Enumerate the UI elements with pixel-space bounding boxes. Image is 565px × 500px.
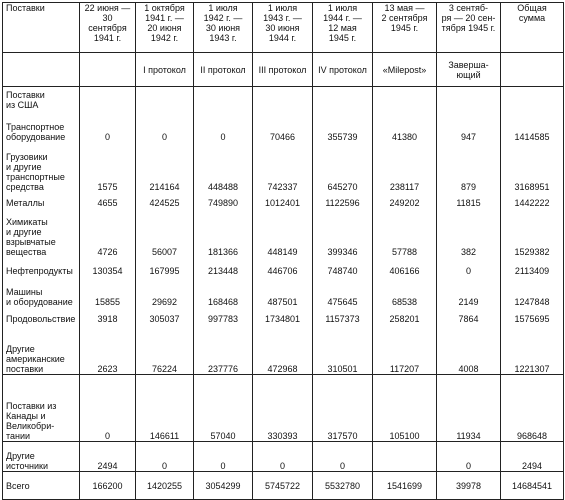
table-row [3, 116, 564, 142]
value-cell: 0 [194, 116, 253, 142]
value-cell: 57040 [194, 375, 253, 442]
value-cell: 0 [313, 442, 373, 472]
protocol-cell-8 [501, 53, 564, 87]
value-cell: 1734801 [253, 307, 313, 324]
value-cell: 475645 [313, 276, 373, 307]
value-cell: 214164 [136, 142, 194, 192]
value-cell: 249202 [373, 192, 437, 208]
value-cell: 424525 [136, 192, 194, 208]
table-row [3, 87, 564, 116]
protocol-cell-3: II протокол [194, 53, 253, 87]
value-cell: 0 [253, 442, 313, 472]
value-cell: 2113409 [501, 257, 564, 276]
value-cell: 968648 [501, 375, 564, 442]
value-cell: 2494 [80, 442, 136, 472]
row-label: Поставки из США [3, 87, 80, 116]
value-cell: 1012401 [253, 192, 313, 208]
table-row [3, 307, 564, 324]
value-cell: 1122596 [313, 192, 373, 208]
value-cell [194, 87, 253, 116]
value-cell: 317570 [313, 375, 373, 442]
value-cell: 0 [437, 257, 501, 276]
value-cell: 1157373 [313, 307, 373, 324]
row-label: Другие американские поставки [3, 324, 80, 375]
value-cell: 448149 [253, 208, 313, 257]
value-cell: 237776 [194, 324, 253, 375]
value-cell: 879 [437, 142, 501, 192]
header-period-6: 13 мая — 2 сентября 1945 г. [373, 3, 437, 53]
value-cell: 310501 [313, 324, 373, 375]
value-cell: 1247848 [501, 276, 564, 307]
value-cell: 130354 [80, 257, 136, 276]
value-cell [501, 87, 564, 116]
row-label: Химикаты и другие взрывчатые вещества [3, 208, 80, 257]
value-cell: 213448 [194, 257, 253, 276]
value-cell: 1442222 [501, 192, 564, 208]
header-row-protocols [3, 53, 564, 87]
row-label: Нефтепродукты [3, 257, 80, 276]
header-period-1: 22 июня — 30 сентября 1941 г. [80, 3, 136, 53]
value-cell: 2494 [501, 442, 564, 472]
value-cell: 3918 [80, 307, 136, 324]
value-cell: 1420255 [136, 472, 194, 500]
value-cell: 70466 [253, 116, 313, 142]
value-cell [373, 442, 437, 472]
value-cell: 167995 [136, 257, 194, 276]
value-cell: 105100 [373, 375, 437, 442]
value-cell: 742337 [253, 142, 313, 192]
value-cell [373, 87, 437, 116]
value-cell: 1221307 [501, 324, 564, 375]
protocol-cell-empty [3, 53, 80, 87]
table-body [3, 87, 564, 500]
value-cell: 997783 [194, 307, 253, 324]
value-cell: 399346 [313, 208, 373, 257]
row-label: Транспортное оборудование [3, 116, 80, 142]
value-cell: 1541699 [373, 472, 437, 500]
header-period-7: 3 сентяб- ря — 20 сен- тября 1945 г. [437, 3, 501, 53]
value-cell: 5532780 [313, 472, 373, 500]
header-row-periods [3, 3, 564, 53]
value-cell: 382 [437, 208, 501, 257]
value-cell: 0 [194, 442, 253, 472]
value-cell: 472968 [253, 324, 313, 375]
value-cell: 57788 [373, 208, 437, 257]
table-row [3, 276, 564, 307]
table-row [3, 375, 564, 442]
value-cell: 3168951 [501, 142, 564, 192]
table-row [3, 208, 564, 257]
header-period-3: 1 июля 1942 г. — 30 июня 1943 г. [194, 3, 253, 53]
value-cell: 117207 [373, 324, 437, 375]
value-cell: 1575695 [501, 307, 564, 324]
row-label: Поставки из Канады и Великобри- тании [3, 375, 80, 442]
value-cell [253, 87, 313, 116]
value-cell: 0 [437, 442, 501, 472]
protocol-cell-2: I протокол [136, 53, 194, 87]
value-cell: 5745722 [253, 472, 313, 500]
value-cell: 947 [437, 116, 501, 142]
value-cell: 15855 [80, 276, 136, 307]
value-cell [80, 87, 136, 116]
value-cell: 0 [80, 116, 136, 142]
value-cell: 1575 [80, 142, 136, 192]
value-cell: 0 [136, 116, 194, 142]
value-cell: 4008 [437, 324, 501, 375]
value-cell: 305037 [136, 307, 194, 324]
header-total: Общая сумма [501, 3, 564, 53]
value-cell: 487501 [253, 276, 313, 307]
value-cell: 14684541 [501, 472, 564, 500]
value-cell: 4655 [80, 192, 136, 208]
value-cell: 166200 [80, 472, 136, 500]
table-row [3, 192, 564, 208]
value-cell: 7864 [437, 307, 501, 324]
protocol-cell-6: «Milepost» [373, 53, 437, 87]
value-cell: 168468 [194, 276, 253, 307]
value-cell: 2623 [80, 324, 136, 375]
value-cell: 1529382 [501, 208, 564, 257]
value-cell: 258201 [373, 307, 437, 324]
table-row [3, 142, 564, 192]
table-row [3, 257, 564, 276]
value-cell: 0 [136, 442, 194, 472]
value-cell: 330393 [253, 375, 313, 442]
value-cell: 41380 [373, 116, 437, 142]
table-row [3, 472, 564, 500]
row-label: Машины и оборудование [3, 276, 80, 307]
value-cell: 448488 [194, 142, 253, 192]
row-label: Другие источники [3, 442, 80, 472]
row-label: Металлы [3, 192, 80, 208]
header-supplies: Поставки [3, 3, 80, 53]
protocol-cell-7: Заверша- ющий [437, 53, 501, 87]
header-period-2: 1 октября 1941 г. — 20 июня 1942 г. [136, 3, 194, 53]
row-label: Грузовики и другие транспортные средства [3, 142, 80, 192]
value-cell: 446706 [253, 257, 313, 276]
value-cell: 11815 [437, 192, 501, 208]
table-row [3, 324, 564, 375]
value-cell: 355739 [313, 116, 373, 142]
value-cell: 146611 [136, 375, 194, 442]
protocol-cell-5: IV протокол [313, 53, 373, 87]
value-cell: 3054299 [194, 472, 253, 500]
lend-lease-supplies-table [2, 2, 564, 500]
value-cell: 29692 [136, 276, 194, 307]
value-cell: 645270 [313, 142, 373, 192]
value-cell: 1414585 [501, 116, 564, 142]
value-cell: 68538 [373, 276, 437, 307]
header-period-4: 1 июля 1943 г. — 30 июня 1944 г. [253, 3, 313, 53]
value-cell: 2149 [437, 276, 501, 307]
value-cell: 748740 [313, 257, 373, 276]
value-cell: 76224 [136, 324, 194, 375]
value-cell [136, 87, 194, 116]
row-label: Всего [3, 472, 80, 500]
value-cell: 0 [80, 375, 136, 442]
value-cell: 406166 [373, 257, 437, 276]
table-row [3, 442, 564, 472]
value-cell: 238117 [373, 142, 437, 192]
row-label: Продовольствие [3, 307, 80, 324]
value-cell: 4726 [80, 208, 136, 257]
value-cell: 749890 [194, 192, 253, 208]
protocol-cell-1 [80, 53, 136, 87]
value-cell [437, 87, 501, 116]
value-cell: 181366 [194, 208, 253, 257]
value-cell: 11934 [437, 375, 501, 442]
value-cell [313, 87, 373, 116]
value-cell: 56007 [136, 208, 194, 257]
header-period-5: 1 июля 1944 г. — 12 мая 1945 г. [313, 3, 373, 53]
value-cell: 39978 [437, 472, 501, 500]
protocol-cell-4: III протокол [253, 53, 313, 87]
